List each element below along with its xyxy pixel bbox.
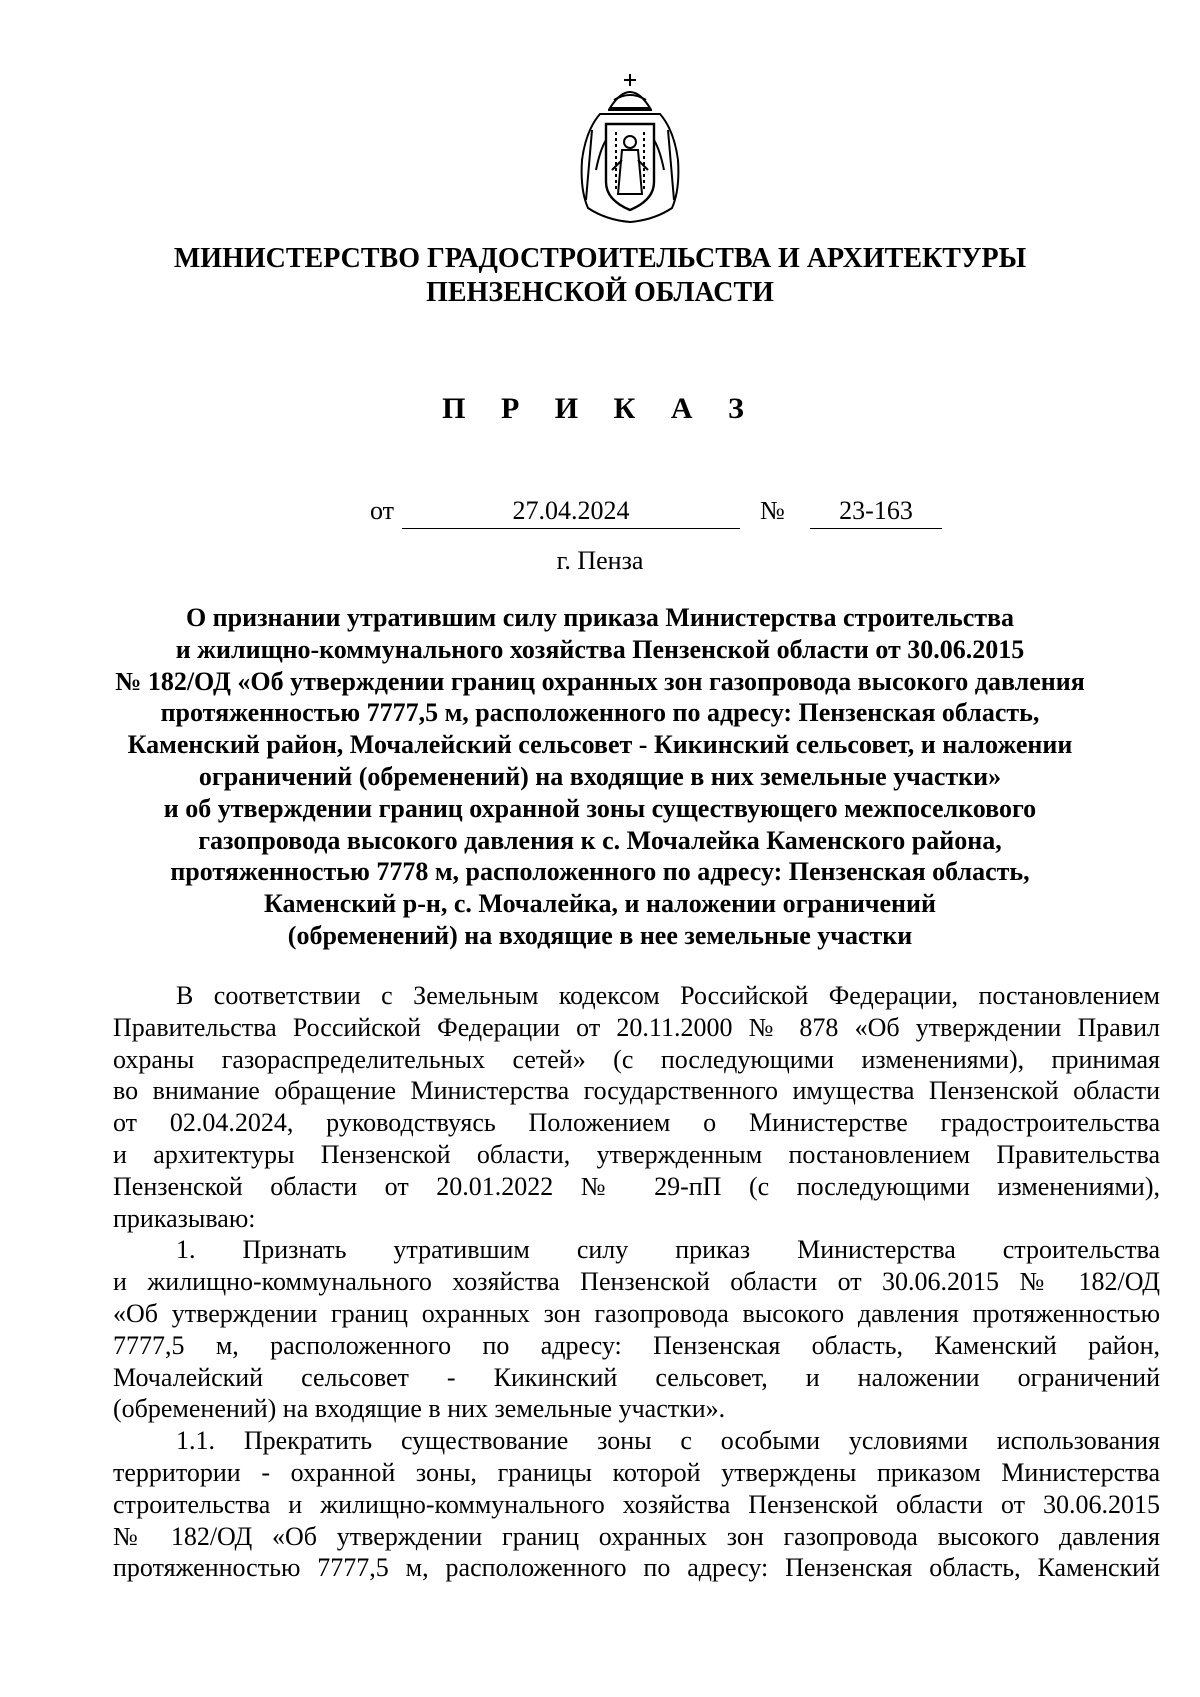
subject-line: и жилищно-коммунального хозяйства Пензенской области от 30.06.2015 xyxy=(175,634,1025,664)
body-line: Пензенской области от 20.01.2022 № 29-пП (с последующими изменениями), xyxy=(113,1171,1160,1201)
subject-line: Каменский р-н, с. Мочалейка, и наложении ограничений xyxy=(264,889,936,919)
subject-line: № 182/ОД «Об утверждении границ охранных зон газопровода высокого давления xyxy=(115,666,1085,696)
document-number: 23-163 xyxy=(810,494,942,529)
city: г. Пенза xyxy=(556,546,644,575)
ministry-name-line2: ПЕНЗЕНСКОЙ ОБЛАСТИ xyxy=(426,277,774,308)
body-line: 1.1. Прекратить существование зоны с особыми условиями использования xyxy=(176,1426,1160,1456)
body-line: Правительства Российской Федерации от 20.11.2000 № 878 «Об утверждении Правил xyxy=(113,1012,1160,1042)
subject-line: О признании утратившим силу приказа Министерства строительства xyxy=(185,603,1015,632)
body-line: «Об утверждении границ охранных зон газопровода высокого давления протяженностью xyxy=(113,1298,1160,1328)
body-line: Мочалейский сельсовет - Кикинский сельсовет, и наложении ограничений xyxy=(113,1362,1160,1392)
document-subject xyxy=(0,602,1200,952)
body-line: № 182/ОД «Об утверждении границ охранных зон газопровода высокого давления xyxy=(113,1521,1160,1551)
body-line: во внимание обращение Министерства государственного имущества Пензенской области xyxy=(113,1076,1160,1106)
body-line: (обременений) на входящие в них земельные участки». xyxy=(113,1394,726,1424)
body-line: и архитектуры Пензенской области, утвержденным постановлением Правительства xyxy=(113,1139,1160,1169)
subject-line: протяженностью 7777,5 м, расположенного по адресу: Пензенская область, xyxy=(160,698,1040,728)
number-label: № xyxy=(760,496,785,525)
body-line: и жилищно-коммунального хозяйства Пензенской области от 30.06.2015 № 182/ОД xyxy=(113,1267,1160,1297)
subject-line: газопровода высокого давления к с. Мочалейка Каменского района, xyxy=(198,825,1002,855)
subject-line: и об утверждении границ охранной зоны существующего межпоселкового xyxy=(163,793,1037,823)
body-line: В соответствии с Земельным кодексом Российской Федерации, постановлением xyxy=(176,981,1160,1010)
body-line: 1. Признать утратившим силу приказ Министерства строительства xyxy=(176,1235,1160,1265)
subject-line: (обременений) на входящие в нее земельные участки xyxy=(287,920,913,950)
body-line: 7777,5 м, расположенного по адресу: Пензенская область, Каменский район, xyxy=(113,1330,1160,1360)
document-body xyxy=(113,980,1160,1584)
coat-of-arms-emblem xyxy=(566,70,694,226)
document-date: 27.04.2024 xyxy=(402,494,740,529)
body-line: протяженностью 7777,5 м, расположенного по адресу: Пензенская область, Каменский xyxy=(113,1553,1160,1583)
document-type-title: П Р И К А З xyxy=(442,392,758,425)
date-label: от xyxy=(370,496,395,525)
body-line: строительства и жилищно-коммунального хозяйства Пензенской области от 30.06.2015 xyxy=(113,1489,1160,1519)
subject-line: ограничений (обременений) на входящие в них земельные участки» xyxy=(198,761,1002,791)
body-line: территории - охранной зоны, границы которой утверждены приказом Министерства xyxy=(113,1457,1160,1487)
body-line: приказываю: xyxy=(113,1203,256,1233)
subject-line: Каменский район, Мочалейский сельсовет - Кикинский сельсовет, и наложении xyxy=(127,730,1073,760)
ministry-name-line1: МИНИСТЕРСТВО ГРАДОСТРОИТЕЛЬСТВА И АРХИТЕКТУРЫ xyxy=(173,243,1027,274)
body-line: от 02.04.2024, руководствуясь Положением о Министерстве градостроительства xyxy=(113,1108,1160,1138)
body-line: охраны газораспределительных сетей» (с последующими изменениями), принимая xyxy=(113,1044,1160,1074)
subject-line: протяженностью 7778 м, расположенного по адресу: Пензенская область, xyxy=(170,857,1030,887)
